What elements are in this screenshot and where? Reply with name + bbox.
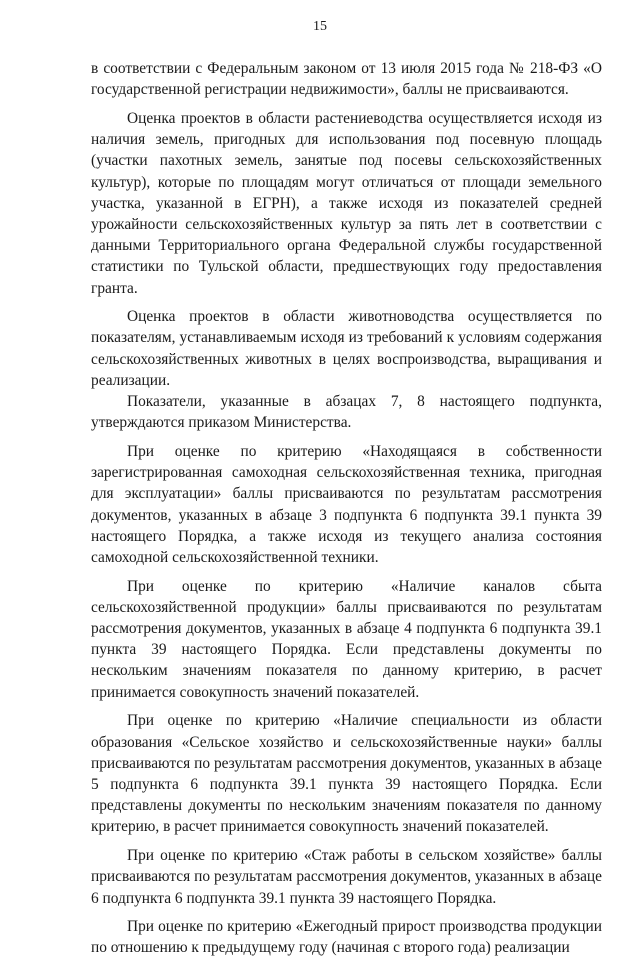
paragraph-livestock-assessment: Оценка проектов в области животноводства осуществляется по показателям, устанавливаемым исходя из требований к условиям содержания сельскохозяйственных животных в целях воспроизводства, выращивания и реализации. (91, 308, 602, 389)
page-number: 15 (313, 19, 327, 34)
paragraph-education-criterion: При оценке по критерию «Наличие специальности из области образования «Сельское хозяйство и сельскохозяйственные науки» баллы присваиваются по результатам рассмотрения документов, указанных в абзаце 5 подпункта 6 подпункта 39.1 пункта 39 настоящего Порядка. Если представлены документы по нескольким значениям показателя по данному критерию, в расчет принимается совокупность значений показателей. (91, 712, 602, 836)
paragraph-machinery-criterion: При оценке по критерию «Находящаяся в собственности зарегистрированная самоходная сельскохозяйственная техника, пригодная для эксплуатации» баллы присваиваются по результатам рассмотрения документов, указанных в абзаце 3 подпункта 6 подпункта 39.1 пункта 39 настоящего Порядка, а также исходя из текущего анализа состояния самоходной сельскохозяйственной техники. (91, 442, 602, 566)
paragraph-continuation: в соответствии с Федеральным законом от 13 июля 2015 года № 218-ФЗ «О государственной регистрации недвижимости», баллы не присваиваются. (91, 60, 602, 99)
paragraph-indicators-approval: Показатели, указанные в абзацах 7, 8 настоящего подпункта, утверждаются приказом Министерства. (91, 393, 602, 432)
paragraph-production-growth-criterion: При оценке по критерию «Ежегодный прирост производства продукции по отношению к предыдущему году (начиная с второго года) реализации (91, 918, 602, 957)
document-body (91, 58, 602, 966)
paragraph-work-experience-criterion: При оценке по критерию «Стаж работы в сельском хозяйстве» баллы присваиваются по результатам рассмотрения документов, указанных в абзаце 6 подпункта 6 подпункта 39.1 пункта 39 настоящего Порядка. (91, 847, 602, 907)
paragraph-crop-assessment: Оценка проектов в области растениеводства осуществляется исходя из наличия земель, пригодных для использования под посевную площадь (участки пахотных земель, занятые под посевы сельскохозяйственных культур), которые по площадям могут отличаться от площади земельного участка, указанной в ЕГРН), а также исходя из показателей средней урожайности сельскохозяйственных культур за пять лет в соответствии с данными Территориального органа Федеральной службы государственной статистики по Тульской области, предшествующих году предоставления гранта. (91, 109, 602, 297)
paragraph-sales-channels-criterion: При оценке по критерию «Наличие каналов сбыта сельскохозяйственной продукции» баллы присваиваются по результатам рассмотрения документов, указанных в абзаце 4 подпункта 6 подпункта 39.1 пункта 39 настоящего Порядка. Если представлены документы по нескольким значениям показателя по данному критерию, в расчет принимается совокупность значений показателей. (91, 577, 602, 701)
